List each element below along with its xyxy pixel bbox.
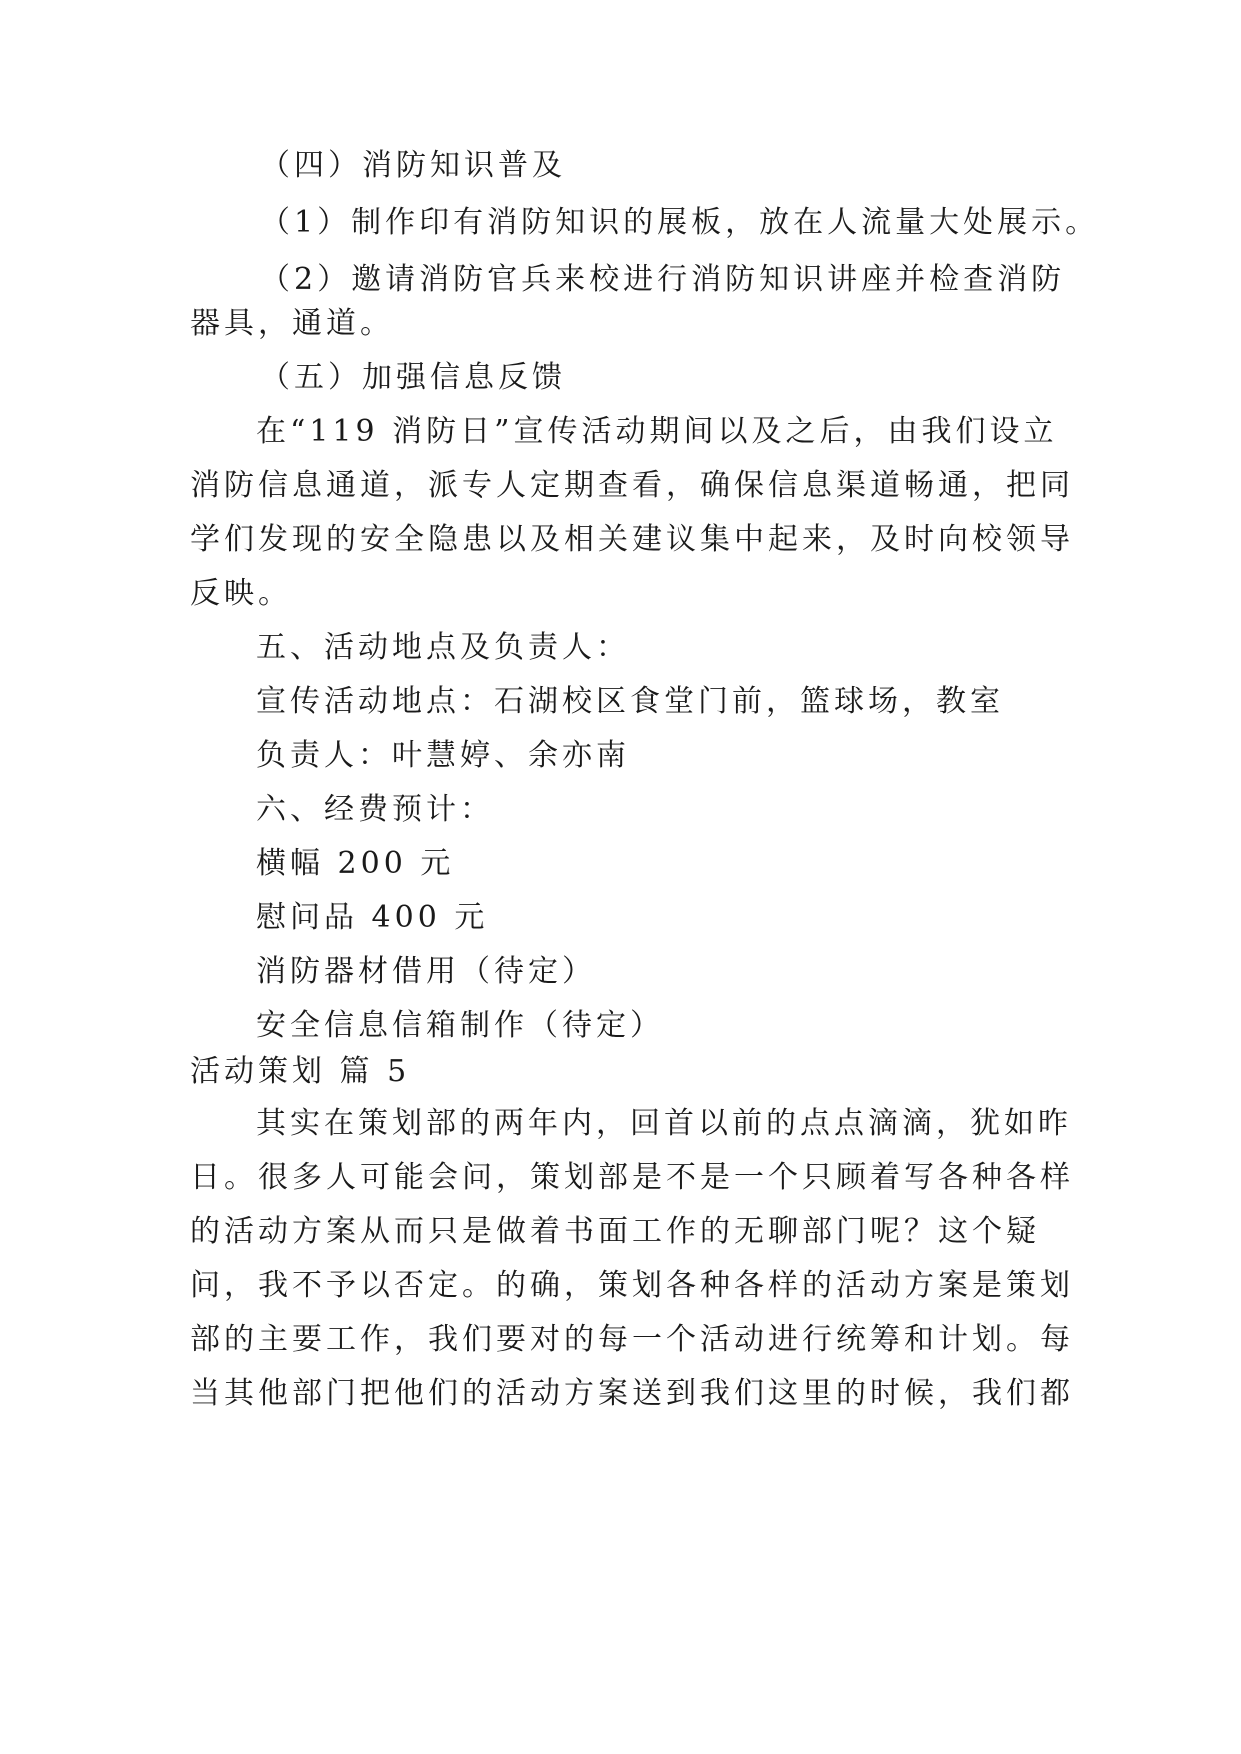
location-text: 宣传活动地点：石湖校区食堂门前，篮球场，教室 xyxy=(256,684,1004,719)
paragraph-line: 其实在策划部的两年内，回首以前的点点滴滴，犹如昨 xyxy=(256,1106,1072,1141)
paragraph-line: 当其他部门把他们的活动方案送到我们这里的时候，我们都 xyxy=(190,1376,1074,1411)
paragraph-line: 部的主要工作，我们要对的每一个活动进行统筹和计划。每 xyxy=(190,1322,1074,1357)
section-heading-4: （四）消防知识普及 xyxy=(260,148,566,183)
paragraph-line: 反映。 xyxy=(190,576,292,611)
heading-budget: 六、经费预计： xyxy=(256,792,494,827)
paragraph-line: 问，我不予以否定。的确，策划各种各样的活动方案是策划 xyxy=(190,1268,1074,1303)
budget-item-mailbox: 安全信息信箱制作（待定） xyxy=(256,1008,664,1043)
section-heading-5: （五）加强信息反馈 xyxy=(260,360,566,395)
list-item-1: （1）制作印有消防知识的展板，放在人流量大处展示。 xyxy=(260,205,1100,240)
budget-item-banner: 横幅 200 元 xyxy=(256,846,455,881)
list-item-2-line-2: 器具，通道。 xyxy=(190,306,394,341)
paragraph-line: 在“119 消防日”宣传活动期间以及之后，由我们设立 xyxy=(256,414,1058,449)
heading-location: 五、活动地点及负责人： xyxy=(256,630,630,665)
budget-item-equipment: 消防器材借用（待定） xyxy=(256,954,596,989)
person-in-charge-text: 负责人：叶慧婷、余亦南 xyxy=(256,738,630,773)
paragraph-line: 日。很多人可能会问，策划部是不是一个只顾着写各种各样 xyxy=(190,1160,1074,1195)
paragraph-line: 的活动方案从而只是做着书面工作的无聊部门呢？这个疑 xyxy=(190,1214,1040,1249)
list-item-2-line-1: （2）邀请消防官兵来校进行消防知识讲座并检查消防 xyxy=(260,262,1066,297)
article-title: 活动策划 篇 5 xyxy=(190,1054,411,1089)
paragraph-line: 学们发现的安全隐患以及相关建议集中起来，及时向校领导 xyxy=(190,522,1074,557)
budget-item-gifts: 慰问品 400 元 xyxy=(256,900,489,935)
paragraph-line: 消防信息通道，派专人定期查看，确保信息渠道畅通，把同 xyxy=(190,468,1074,503)
